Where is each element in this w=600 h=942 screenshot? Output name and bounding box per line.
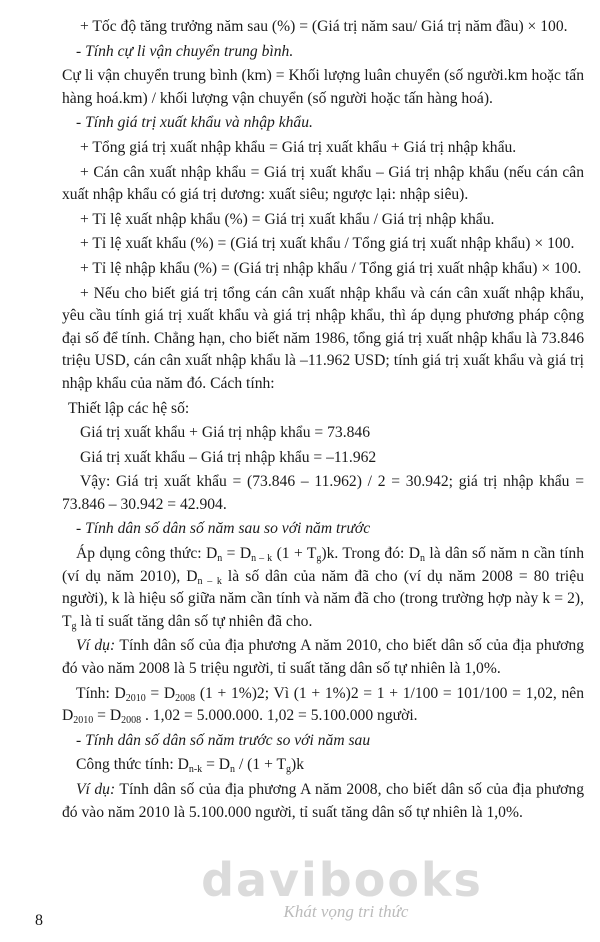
section-heading-import-export: - Tính giá trị xuất khẩu và nhập khẩu. xyxy=(76,114,313,132)
example-forward-calculation: Tính: D2010 = D2008 (1 + 1%)2; Vì (1 + 1%)2 = 1 + 1/100 = 101/100 = 1,02, nên D2010 = D2008 . 1,02 = 5.000.000. 1,02 = 5.100.000 người. xyxy=(62,684,584,727)
trade-ratio-formula: + Tỉ lệ xuất nhập khẩu (%) = Giá trị xuất khẩu / Giá trị nhập khẩu. xyxy=(80,210,495,228)
section-heading-next-year-population: - Tính dân số dân số năm sau so với năm trước xyxy=(76,520,371,538)
export-ratio-formula: + Tỉ lệ xuất khẩu (%) = (Giá trị xuất khẩu / Tổng giá trị xuất nhập khẩu) × 100. xyxy=(80,235,575,253)
section-heading-previous-year-population: - Tính dân số dân số năm trước so với năm sau xyxy=(76,731,371,749)
page-number: 8 xyxy=(35,912,43,929)
population-forward-formula: Áp dụng công thức: Dn = Dn – k (1 + Tg)k. Trong đó: Dn là dân số năm n cần tính (ví dụ năm 2010), Dn – k là số dân của năm đã cho (ví dụ năm 2008 = 80 triệu người), k là hiệu số giữa năm cần tính và năm đã cho (trong trường hợp này k = 2), Tg là tỉ suất tăng dân số tự nhiên đã cho. xyxy=(62,545,585,632)
algebraic-method-paragraph: + Nếu cho biết giá trị tổng cán cân xuất nhập khẩu và cán cân xuất nhập khẩu, yêu cầu tính giá trị xuất khẩu và giá trị nhập khẩu, thì áp dụng phương pháp cộng đại số để tính. Chẳng hạn, cho biết năm 1986, tổng giá trị xuất nhập khẩu là 73.846 triệu USD, cán cân xuất nhập khẩu là –11.962 USD; tính giá trị xuất khẩu và giá trị nhập khẩu của năm đó. Cách tính: xyxy=(62,284,584,392)
transport-distance-formula: Cự li vận chuyển trung bình (km) = Khối lượng luân chuyển (số người.km hoặc tấn hàng hoá.km) / khối lượng vận chuyển (số người hoặc tấn hàng hoá). xyxy=(62,67,584,107)
total-trade-formula: + Tổng giá trị xuất nhập khẩu = Giá trị xuất khẩu + Giá trị nhập khẩu. xyxy=(80,138,517,156)
section-heading-transport-distance: - Tính cự li vận chuyển trung bình. xyxy=(76,42,294,60)
equation-2: Giá trị xuất khẩu – Giá trị nhập khẩu = –11.962 xyxy=(80,448,377,466)
watermark-logo: davibooks xyxy=(201,853,483,907)
example-forward: Ví dụ: Tính dân số của địa phương A năm 2010, cho biết dân số của địa phương đó vào năm 2008 là 5 triệu người, tỉ suất tăng dân số tự nhiên là 1,0%. xyxy=(62,637,584,678)
trade-balance-formula: + Cán cân xuất nhập khẩu = Giá trị xuất khẩu – Giá trị nhập khẩu (nếu cán cân xuất nhập khẩu có giá trị dương: xuất siêu; ngược lại: nhập siêu). xyxy=(62,163,584,204)
watermark-slogan: Khát vọng tri thức xyxy=(283,902,409,921)
equation-setup-label: Thiết lập các hệ số: xyxy=(68,399,190,417)
growth-rate-formula: + Tốc độ tăng trưởng năm sau (%) = (Giá trị năm sau/ Giá trị năm đầu) × 100. xyxy=(80,18,568,35)
import-ratio-formula: + Tỉ lệ nhập khẩu (%) = (Giá trị nhập khẩu / Tổng giá trị xuất nhập khẩu) × 100. xyxy=(80,259,582,277)
page-body xyxy=(62,16,584,826)
equation-1: Giá trị xuất khẩu + Giá trị nhập khẩu = 73.846 xyxy=(80,424,370,442)
population-backward-formula: Công thức tính: Dn-k = Dn / (1 + Tg)k xyxy=(76,756,305,776)
example-backward: Ví dụ: Tính dân số của địa phương A năm 2008, cho biết dân số của địa phương đó vào năm 2010 là 5.100.000 người, tỉ suất tăng dân số tự nhiên là 1,0%. xyxy=(62,781,584,821)
equation-solution: Vậy: Giá trị xuất khẩu = (73.846 – 11.962) / 2 = 30.942; giá trị nhập khẩu = 73.846 – 30.942 = 42.904. xyxy=(62,473,584,513)
